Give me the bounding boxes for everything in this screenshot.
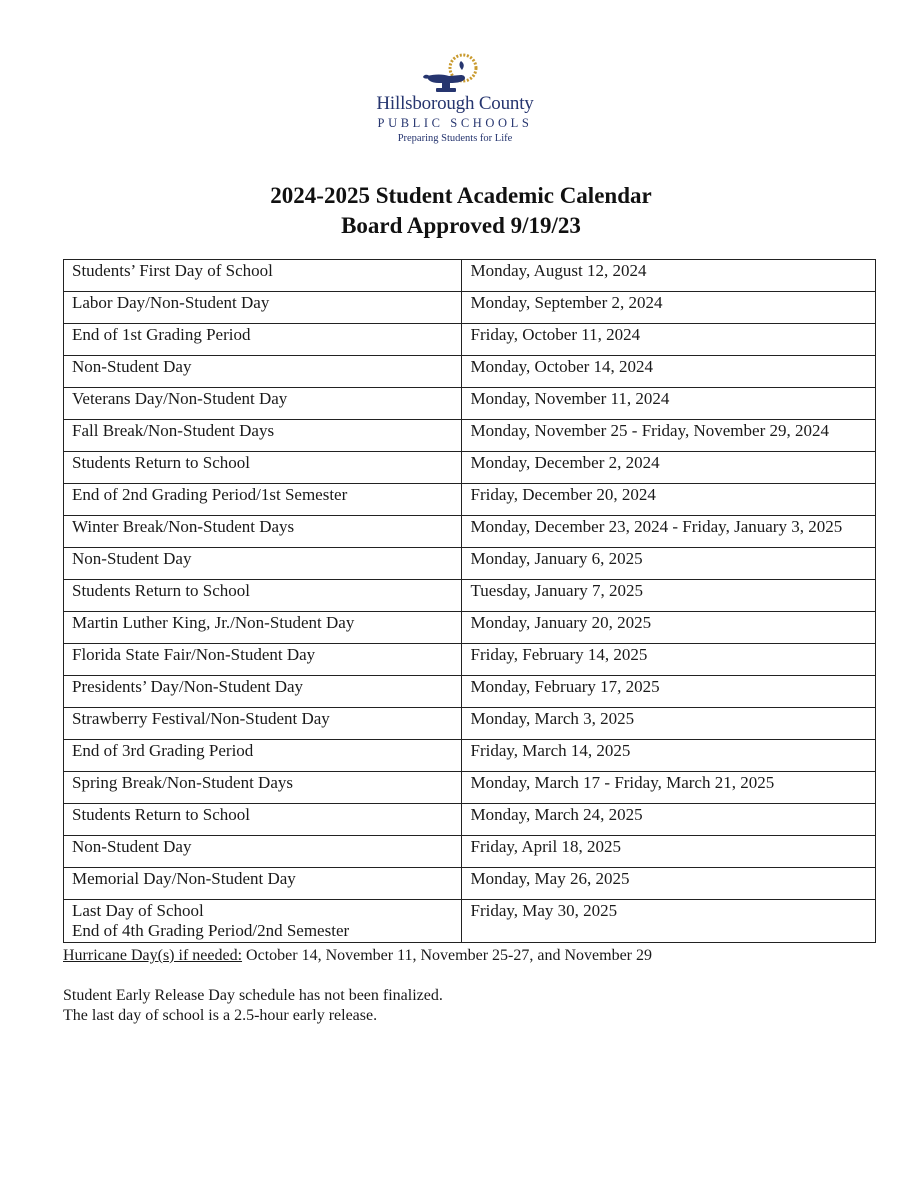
district-name: Hillsborough County [376,93,534,114]
event-cell: Memorial Day/Non-Student Day [64,868,462,900]
event-cell: Students Return to School [64,452,462,484]
table-row [64,644,876,676]
event-cell: Non-Student Day [64,548,462,580]
table-row [64,548,876,580]
date-cell: Monday, March 24, 2025 [462,804,876,836]
event-cell: Students’ First Day of School [64,260,462,292]
event-cell: Non-Student Day [64,356,462,388]
event-cell: Strawberry Festival/Non-Student Day [64,708,462,740]
date-cell: Friday, March 14, 2025 [462,740,876,772]
date-cell: Friday, February 14, 2025 [462,644,876,676]
table-row [64,708,876,740]
date-cell: Monday, November 25 - Friday, November 29, 2024 [462,420,876,452]
table-row [64,388,876,420]
event-cell: End of 2nd Grading Period/1st Semester [64,484,462,516]
date-cell: Monday, February 17, 2025 [462,676,876,708]
event-cell: Labor Day/Non-Student Day [64,292,462,324]
academic-calendar-table [63,259,876,943]
date-cell: Monday, December 23, 2024 - Friday, January 3, 2025 [462,516,876,548]
page-title [0,181,922,241]
date-cell: Monday, September 2, 2024 [462,292,876,324]
table-row [64,772,876,804]
date-cell: Friday, December 20, 2024 [462,484,876,516]
date-cell: Friday, October 11, 2024 [462,324,876,356]
event-cell: Martin Luther King, Jr./Non-Student Day [64,612,462,644]
date-cell: Tuesday, January 7, 2025 [462,580,876,612]
district-subtitle: PUBLIC SCHOOLS [377,116,533,130]
table-row [64,260,876,292]
event-cell: Spring Break/Non-Student Days [64,772,462,804]
date-cell: Monday, January 6, 2025 [462,548,876,580]
event-cell: End of 1st Grading Period [64,324,462,356]
table-row [64,516,876,548]
event-cell: Non-Student Day [64,836,462,868]
early-release-note: Student Early Release Day schedule has not been finalized. [63,987,443,1004]
table-row [64,804,876,836]
date-cell: Monday, March 3, 2025 [462,708,876,740]
table-row [64,580,876,612]
event-cell: Students Return to School [64,580,462,612]
table-row [64,324,876,356]
table-row [64,356,876,388]
hurricane-days-dates: October 14, November 11, November 25-27, and November 29 [242,947,652,964]
table-row-last-day [64,900,876,943]
district-tagline: Preparing Students for Life [397,133,513,144]
table-row [64,292,876,324]
event-line-1: Last Day of School [72,901,204,920]
title-line-2: Board Approved 9/19/23 [341,213,581,238]
district-logo [355,52,555,148]
table-row [64,868,876,900]
table-row [64,420,876,452]
event-cell: Winter Break/Non-Student Days [64,516,462,548]
event-cell: Presidents’ Day/Non-Student Day [64,676,462,708]
table-row [64,612,876,644]
event-cell: Florida State Fair/Non-Student Day [64,644,462,676]
calendar-body [64,260,876,943]
date-cell: Friday, May 30, 2025 [462,900,876,943]
event-line-2: End of 4th Grading Period/2nd Semester [72,921,350,940]
table-row [64,676,876,708]
last-day-note: The last day of school is a 2.5-hour early release. [63,1007,378,1024]
date-cell: Monday, August 12, 2024 [462,260,876,292]
hurricane-days-label: Hurricane Day(s) if needed: [63,947,243,964]
date-cell: Monday, January 20, 2025 [462,612,876,644]
table-row [64,452,876,484]
lamp-of-learning-icon [421,52,481,96]
date-cell: Monday, November 11, 2024 [462,388,876,420]
table-row [64,484,876,516]
event-cell: Students Return to School [64,804,462,836]
hurricane-days-note [63,946,652,966]
table-row [64,740,876,772]
table-row [64,836,876,868]
event-cell [64,900,462,943]
title-line-1: 2024-2025 Student Academic Calendar [270,183,652,208]
date-cell: Friday, April 18, 2025 [462,836,876,868]
date-cell: Monday, May 26, 2025 [462,868,876,900]
event-cell: Veterans Day/Non-Student Day [64,388,462,420]
date-cell: Monday, October 14, 2024 [462,356,876,388]
event-cell: End of 3rd Grading Period [64,740,462,772]
event-cell: Fall Break/Non-Student Days [64,420,462,452]
date-cell: Monday, March 17 - Friday, March 21, 2025 [462,772,876,804]
date-cell: Monday, December 2, 2024 [462,452,876,484]
